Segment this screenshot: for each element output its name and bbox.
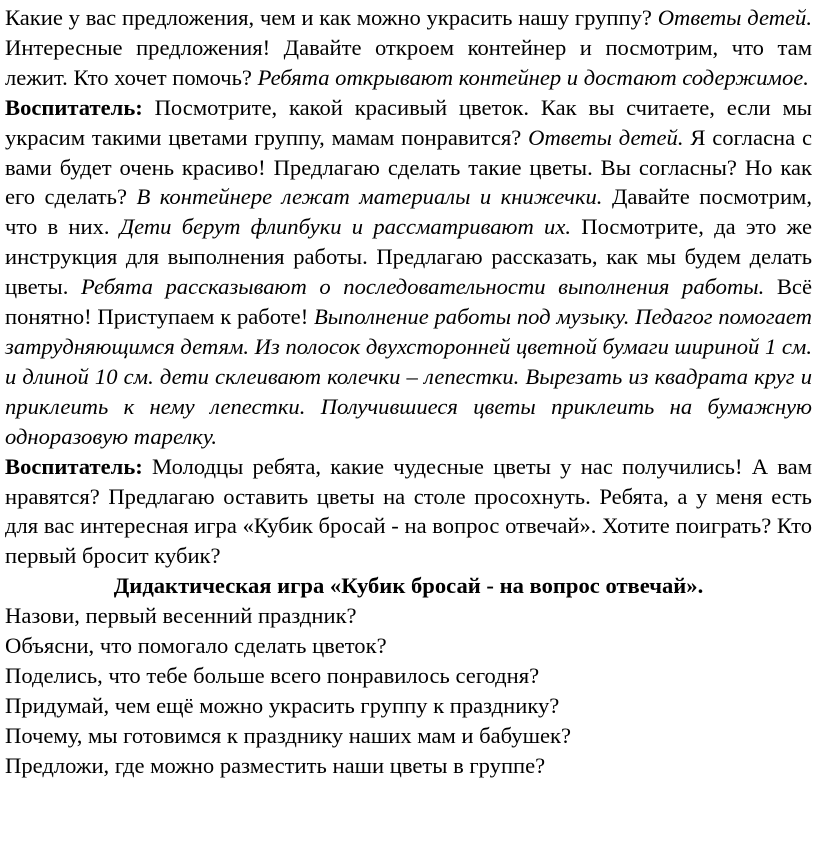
paragraph-intro <box>5 3 812 93</box>
speaker-label: Воспитатель: <box>5 94 143 120</box>
text-segment: Давайте посмотрим, что в них. <box>5 184 813 240</box>
text-segment: Посмотрите, да это же инструкция для выполнения работы. Предлагаю рассказать, как мы будем делать цветы. <box>5 214 812 300</box>
text-segment: Какие у вас предложения, чем и как можно украсить нашу группу? <box>5 5 658 30</box>
text-segment: Всё понятно! Приступаем к работе! <box>5 274 812 330</box>
game-heading: Дидактическая игра «Кубик бросай - на вопрос отвечай». <box>113 573 704 599</box>
text-segment: Молодцы ребята, какие чудесные цветы у нас получились! А вам нравятся? Предлагаю оставить цветы на столе просохнуть. Ребята, а у меня есть для вас интересная игра «Кубик бросай - на вопрос отвечай». Хотите поиграть? Кто первый бросит кубик? <box>5 453 812 569</box>
text-segment: Посмотрите, какой красивый цветок. Как вы считаете, если мы украсим такими цветами группу, мамам понравится? <box>5 94 812 150</box>
question-item: Предложи, где можно разместить наши цветы в группе? <box>5 752 546 778</box>
stage-direction: Выполнение работы под музыку. Педагог помогает затрудняющимся детям. Из полосок двухсторонней цветной бумаги шириной 1 см. и длиной 10 см. дети склеивают колечки – лепестки. Вырезать из квадрата круг и приклеить к нему лепестки. Получившиеся цветы приклеить на бумажную одноразовую тарелку. <box>5 304 812 449</box>
question-item: Объясни, что помогало сделать цветок? <box>5 633 387 659</box>
stage-direction: Ребята рассказывают о последовательности выполнения работы. <box>80 274 765 300</box>
question-item: Почему, мы готовимся к празднику наших мам и бабушек? <box>5 722 572 748</box>
stage-direction: Дети берут флипбуки и рассматривают их. <box>119 214 572 240</box>
paragraph-teacher-flowers <box>5 93 812 452</box>
stage-direction: В контейнере лежат материалы и книжечки. <box>136 184 603 210</box>
text-segment: Интересные предложения! Давайте откроем контейнер и посмотрим, что там лежит. Кто хочет помочь? <box>5 34 812 90</box>
stage-direction: Ответы детей. <box>657 5 812 30</box>
paragraph-teacher-game <box>5 452 812 572</box>
question-item: Поделись, что тебе больше всего понравилось сегодня? <box>5 662 540 688</box>
stage-direction: Ответы детей. <box>528 124 684 150</box>
text-segment: Я согласна с вами будет очень красиво! Предлагаю сделать такие цветы. Вы согласны? Но как его сделать? <box>5 124 812 210</box>
stage-direction: Ребята открывают контейнер и достают содержимое. <box>257 64 809 90</box>
question-list <box>5 601 812 780</box>
question-item: Назови, первый весенний праздник? <box>5 603 357 629</box>
question-item: Придумай, чем ещё можно украсить группу к празднику? <box>5 692 560 718</box>
speaker-label: Воспитатель: <box>5 453 143 479</box>
